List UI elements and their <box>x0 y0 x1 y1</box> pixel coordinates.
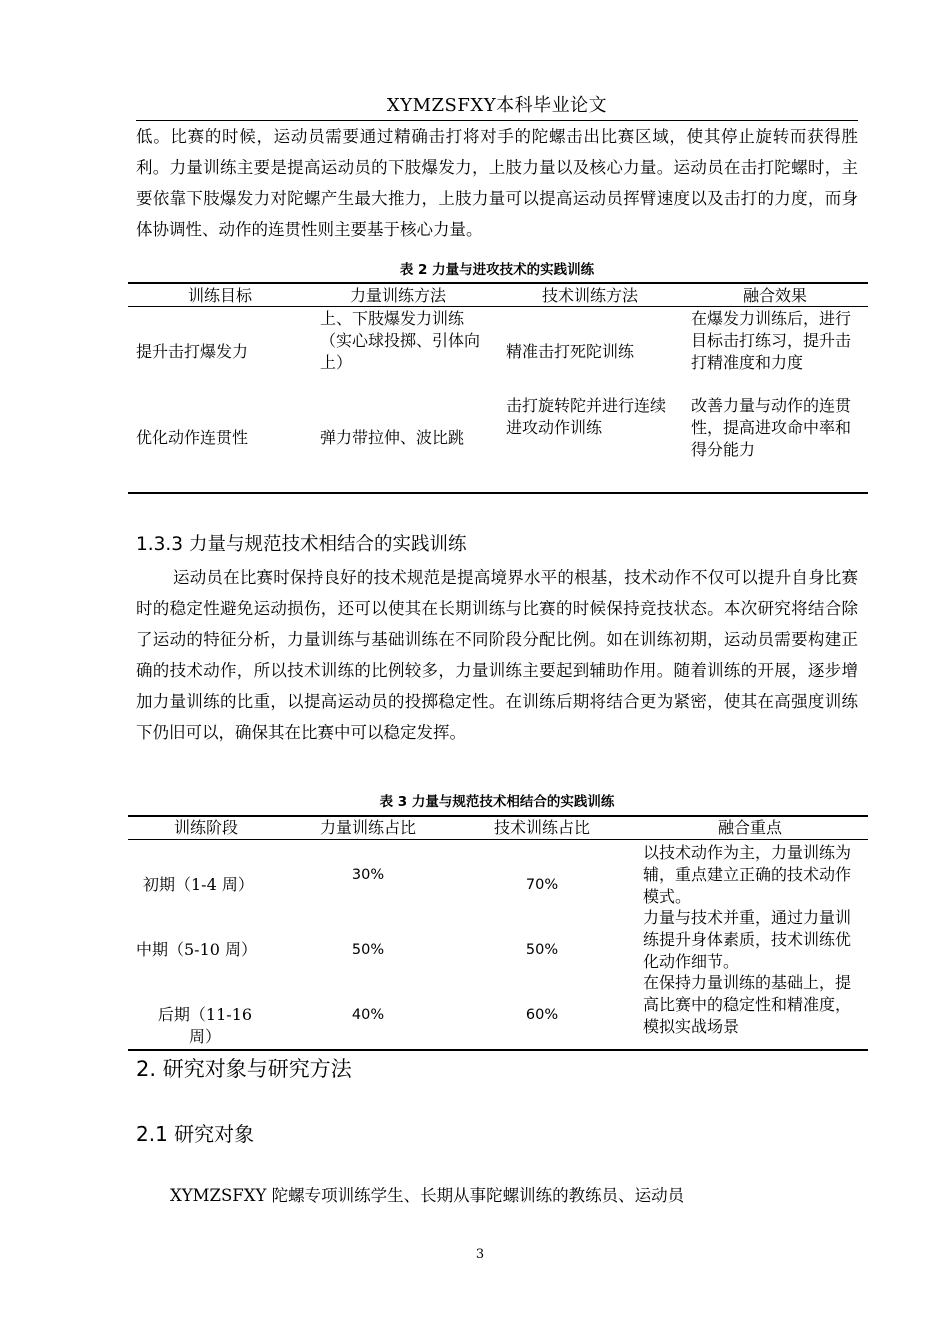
section-133-heading: 1.3.3 力量与规范技术相结合的实践训练 <box>136 534 467 555</box>
table3-row1-focus: 以技术动作为主，力量训练为辅，重点建立正确的技术动作模式。 <box>643 843 852 906</box>
table3-row2-focus: 力量与技术并重，通过力量训练提升身体素质，技术训练优化动作细节。 <box>643 908 852 971</box>
table3-header-focus: 融合重点 <box>717 818 782 837</box>
table2-row1-technique: 精准击打死陀训练 <box>506 342 635 361</box>
table2-bottom-rule <box>128 492 868 494</box>
table3-header-technique: 技术训练占比 <box>493 818 590 837</box>
section-21-heading: 2.1 研究对象 <box>136 1122 255 1146</box>
table2-row2-technique: 击打旋转陀并进行连续进攻动作训练 <box>506 396 667 437</box>
table3-row2-technique: 50% <box>525 942 559 958</box>
table2-row2-strength: 弹力带拉伸、波比跳 <box>320 428 465 447</box>
table2-row2-goal: 优化动作连贯性 <box>136 428 249 447</box>
table3-row2-stage: 中期（5-10 周） <box>136 940 258 959</box>
table2-row1-effect: 在爆发力训练后，进行目标击打练习，提升击打精准度和力度 <box>691 309 852 372</box>
section-21-paragraph: XYMZSFXY 陀螺专项训练学生、长期从事陀螺训练的教练员、运动员 <box>170 1186 685 1205</box>
table3-row3-focus: 在保持力量训练的基础上，提高比赛中的稳定性和精准度，模拟实战场景 <box>643 973 852 1036</box>
table3-row2-strength: 50% <box>351 942 385 958</box>
section-2-heading: 2. 研究对象与研究方法 <box>136 1057 352 1081</box>
table2-header-strength: 力量训练方法 <box>349 286 446 305</box>
intro-paragraph: 低。比赛的时候，运动员需要通过精确击打将对手的陀螺击出比赛区域，使其停止旋转而获得胜利。力量训练主要是提高运动员的下肢爆发力，上肢力量以及核心力量。运动员在击打陀螺时，主要依靠下肢爆发力对陀螺产生最大推力，上肢力量可以提高运动员挥臂速度以及击打的力度，而身体协调性、动作的连贯性则主要基于核心力量。 <box>136 127 858 239</box>
table2-header-effect: 融合效果 <box>742 286 807 305</box>
table3-row3-stage: 后期（11-16 周） <box>157 1005 253 1046</box>
table2-header-technique: 技术训练方法 <box>541 286 638 305</box>
table3-top-rule <box>128 815 868 817</box>
table3-header-strength: 力量训练占比 <box>319 818 416 837</box>
table3-row3-technique: 60% <box>525 1007 559 1023</box>
table3-bottom-rule <box>128 1049 868 1051</box>
table2-row2-effect: 改善力量与动作的连贯性，提高进攻命中率和得分能力 <box>691 396 852 459</box>
page-number: 3 <box>475 1247 485 1262</box>
page-header: XYMZSFXY本科毕业论文 <box>386 95 608 116</box>
table3-caption: 表 3 力量与规范技术相结合的实践训练 <box>379 794 615 810</box>
section-133-paragraph: 运动员在比赛时保持良好的技术规范是提高境界水平的根基，技术动作不仅可以提升自身比赛时的稳定性避免运动损伤，还可以使其在长期训练与比赛的时候保持竞技状态。本次研究将结合除了运动的特征分析，力量训练与基础训练在不同阶段分配比例。如在训练初期，运动员需要构建正确的技术动作，所以技术训练的比例较多，力量训练主要起到辅助作用。随着训练的开展，逐步增加力量训练的比重，以提高运动员的投掷稳定性。在训练后期将结合更为紧密，使其在高强度训练下仍旧可以，确保其在比赛中可以稳定发挥。 <box>136 568 858 742</box>
table3-header-rule <box>128 839 868 840</box>
table2-top-rule <box>128 282 868 284</box>
table2-header-goal: 训练目标 <box>187 286 252 305</box>
table2-row1-strength: 上、下肢爆发力训练（实心球投掷、引体向上） <box>320 309 481 372</box>
table3-row1-stage: 初期（1-4 周） <box>143 875 254 894</box>
table2-row1-goal: 提升击打爆发力 <box>136 342 249 361</box>
table2-header-rule <box>128 306 868 307</box>
table3-row3-strength: 40% <box>351 1007 385 1023</box>
table2-caption: 表 2 力量与进攻技术的实践训练 <box>399 262 595 278</box>
table3-header-stage: 训练阶段 <box>173 818 238 837</box>
table3-row1-strength: 30% <box>351 867 385 883</box>
table3-row1-technique: 70% <box>525 877 559 893</box>
